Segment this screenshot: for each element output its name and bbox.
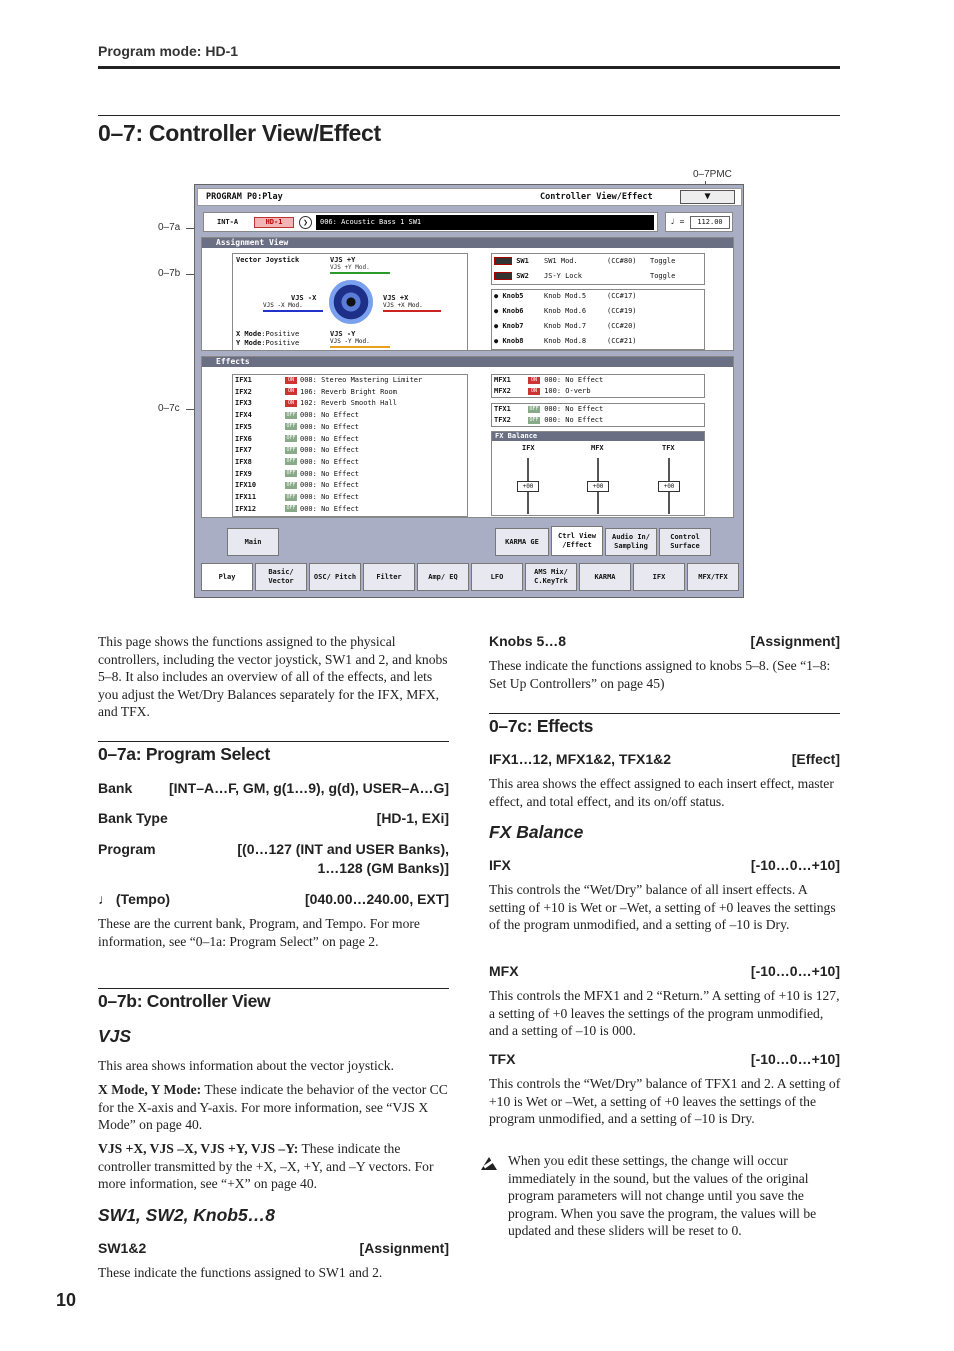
ifx-onoff[interactable]: OFF xyxy=(286,423,296,430)
knob6-cc: (CC#19) xyxy=(607,307,637,315)
ifx-name: IFX8 xyxy=(235,457,252,466)
screen-page-view: Controller View/Effect xyxy=(540,192,653,202)
ifx-list xyxy=(232,374,468,517)
subtab-karma-ge[interactable]: KARMA GE xyxy=(495,528,549,556)
knob5-cc: (CC#17) xyxy=(607,292,637,300)
ifx-row[interactable] xyxy=(235,434,359,446)
tfx-list xyxy=(491,403,705,427)
vjs-plus-y-mod: VJS +Y Mod. xyxy=(330,264,370,271)
ifx-effect: 102: Reverb Smooth Hall xyxy=(300,399,397,408)
ifx-effect: 000: No Effect xyxy=(300,481,360,490)
vjs-vectors-text: These indicate the controller transmitted by the +X, –X, +Y, and –Y vectors. For more information, see “+X” on page 40. xyxy=(98,1141,434,1192)
param-mfx xyxy=(489,963,840,979)
assignment-view-panel xyxy=(201,237,734,351)
ifx-onoff[interactable]: ON xyxy=(285,388,297,395)
ifx-row[interactable] xyxy=(235,480,359,492)
ifx-effect: 000: No Effect xyxy=(300,493,360,501)
mfx1-name: MFX1 xyxy=(494,376,511,384)
ifx-name: IFX1 xyxy=(235,376,252,384)
knob5-func: Knob Mod.5 xyxy=(544,292,587,300)
param-knobs-name: Knobs 5…8 xyxy=(489,633,567,649)
ifx-effect: 000: No Effect xyxy=(300,422,360,431)
heading-fx-balance: FX Balance xyxy=(489,822,584,842)
joystick-graphic xyxy=(329,280,373,324)
vjs-plus-x-line xyxy=(383,310,441,312)
vjs-plus-y-line xyxy=(330,272,390,274)
tfx-slider-thumb[interactable]: +00 xyxy=(658,481,680,492)
program-arrow-icon[interactable]: ❯ xyxy=(299,216,312,229)
program-name-field[interactable]: 006: Acoustic Bass 1 SW1 xyxy=(316,215,654,230)
param-bank-range: [INT–A…F, GM, g(1…9), g(d), USER–A…G] xyxy=(169,780,449,796)
lcd-screenshot xyxy=(194,184,744,598)
callout-pmc: 0–7PMC xyxy=(693,169,732,180)
vjs-minus-y: VJS -Y xyxy=(330,330,356,338)
ifx-onoff[interactable]: OFF xyxy=(286,470,296,477)
tempo-symbol: ♩ = xyxy=(670,217,685,226)
ifx-effect: 000: No Effect xyxy=(300,457,360,466)
knob7-func: Knob Mod.7 xyxy=(544,322,587,330)
param-ifx xyxy=(489,857,840,873)
knob7-row: ● Knob7 xyxy=(494,322,524,330)
tfx1-row[interactable] xyxy=(494,404,603,416)
ifx-onoff[interactable]: OFF xyxy=(286,481,296,488)
ifx-name: IFX12 xyxy=(235,504,257,513)
xmode-row: X Mode:Positive xyxy=(236,330,300,338)
xmode-text: These indicate the behavior of the vector CC for the X-axis and Y-axis. For more information, see “VJS X Mode” on page 40. xyxy=(98,1082,448,1133)
knob7-name: Knob7 xyxy=(502,322,524,330)
sw1-icon xyxy=(494,257,512,265)
param-fx-range: [Effect] xyxy=(791,751,840,767)
ifx-row[interactable] xyxy=(235,410,359,422)
page-title: 0–7: Controller View/Effect xyxy=(98,120,381,146)
heading-7a: 0–7a: Program Select xyxy=(98,744,271,764)
param-sw-range: [Assignment] xyxy=(359,1240,449,1256)
page-number: 10 xyxy=(56,1290,77,1310)
tfx2-row[interactable] xyxy=(494,415,603,427)
ifx-name: IFX10 xyxy=(235,481,257,490)
ifx-row[interactable] xyxy=(235,375,422,387)
param-fx-name: IFX1…12, MFX1&2, TFX1&2 xyxy=(489,751,672,767)
param-tfx xyxy=(489,1051,840,1067)
program-select-row xyxy=(203,212,658,232)
tab-amp-eq[interactable]: Amp/ EQ xyxy=(417,563,469,591)
ifx-onoff[interactable]: OFF xyxy=(286,458,296,465)
ifx-name: IFX7 xyxy=(235,446,252,455)
vector-joystick-box xyxy=(232,253,468,351)
param-ifx-range: [-10…0…+10] xyxy=(750,857,840,873)
tempo-field[interactable] xyxy=(665,212,733,232)
param-program-line2 xyxy=(98,860,449,876)
main-tab-bar xyxy=(201,563,741,593)
knob6-func: Knob Mod.6 xyxy=(544,307,587,315)
note-text: When you edit these settings, the change will occur immediately in the sound, but the values of the original program parameters will not change until you save the program. When you save the program, the values will be updated and these sliders will be reset to 0. xyxy=(508,1153,817,1239)
callout-7c: 0–7c xyxy=(158,403,180,414)
tab-osc-pitch[interactable]: OSC/ Pitch xyxy=(309,563,361,591)
callout-7b: 0–7b xyxy=(158,268,181,279)
ifx-row[interactable] xyxy=(235,398,397,410)
subtab-main[interactable]: Main xyxy=(227,528,279,556)
ifx-name: IFX5 xyxy=(235,422,252,431)
knob-panel xyxy=(491,289,705,350)
vjs-minus-y-mod: VJS -Y Mod. xyxy=(330,338,370,345)
tab-mfx-tfx[interactable]: MFX/TFX xyxy=(687,563,739,591)
mfx-description: This controls the MFX1 and 2 “Return.” A setting of +10 is 127, a setting of +0 leaves the settings of the program unmodified, and a setting of –10 is 000. xyxy=(489,988,840,1039)
rule-7c xyxy=(489,713,840,714)
mfx1-effect: 000: No Effect xyxy=(544,376,604,384)
assignment-view-header: Assignment View xyxy=(202,238,733,248)
vjs-title: Vector Joystick xyxy=(236,256,300,264)
subtab-ctrl-view-effect[interactable]: Ctrl View /Effect xyxy=(551,526,603,556)
mfx2-onoff[interactable]: ON xyxy=(528,388,540,395)
heading-7b: 0–7b: Controller View xyxy=(98,991,271,1011)
xmode-label: X Mode xyxy=(236,330,262,338)
heading-vjs: VJS xyxy=(98,1026,132,1046)
mfx2-row[interactable] xyxy=(494,386,591,398)
mfx-slider-thumb[interactable]: +00 xyxy=(587,481,609,492)
param-bank-type xyxy=(98,810,449,826)
xmode-term: X Mode, Y Mode: xyxy=(98,1082,202,1097)
screen-title-bar xyxy=(197,188,742,206)
ifx-row[interactable] xyxy=(235,422,359,434)
knob7-cc: (CC#20) xyxy=(607,322,637,330)
knob5-name: Knob5 xyxy=(502,292,524,300)
rule-7b xyxy=(98,988,449,989)
param-sw-name: SW1&2 xyxy=(98,1240,147,1256)
param-program-name: Program xyxy=(98,841,156,857)
tfx1-effect: 000: No Effect xyxy=(544,405,604,413)
tfx2-effect: 000: No Effect xyxy=(544,416,604,424)
vjs-minus-x: VJS -X xyxy=(291,294,317,302)
sw1-cc: (CC#80) xyxy=(607,257,637,265)
ymode-row: Y Mode:Positive xyxy=(236,339,300,347)
ifx-effect: 000: No Effect xyxy=(300,411,360,420)
knob6-row: ● Knob6 xyxy=(494,307,524,315)
intro-paragraph: This page shows the functions assigned to the physical controllers, including the vector joystick, SW1 and 2, and knobs 5–8. It also includes an overview of all of the effects, and lets you adjust the Wet/Dry Balances separately for the IFX, MFX, and TFX. xyxy=(98,634,448,720)
knob8-row: ● Knob8 xyxy=(494,337,524,345)
tab-ams-mix[interactable]: AMS Mix/ C.KeyTrk xyxy=(525,563,577,591)
effects-panel xyxy=(201,356,734,518)
ifx-row[interactable] xyxy=(235,469,359,481)
rule-7a xyxy=(98,741,449,742)
header-rule xyxy=(98,66,840,69)
sw1-func: SW1 Mod. xyxy=(544,257,578,265)
param-tfx-name: TFX xyxy=(489,1051,516,1067)
ifx-onoff[interactable]: ON xyxy=(285,377,297,384)
param-tempo-range: [040.00…240.00, EXT] xyxy=(305,891,449,907)
param-tempo xyxy=(98,891,449,907)
page-menu-button[interactable]: ▼ xyxy=(680,190,735,204)
ifx-onoff[interactable]: OFF xyxy=(286,493,296,500)
ifx-row[interactable] xyxy=(235,492,359,504)
vjs-vectors-description xyxy=(98,1140,450,1193)
ifx-effect: 106: Reverb Bright Room xyxy=(300,387,397,396)
param-program-range-1: [(0…127 (INT and USER Banks), xyxy=(237,841,449,857)
running-header: Program mode: HD-1 xyxy=(98,43,239,59)
mfx2-name: MFX2 xyxy=(494,387,511,395)
ifx-onoff[interactable]: OFF xyxy=(286,411,296,418)
sw1-mode: Toggle xyxy=(650,257,676,265)
ifx-effect: 008: Stereo Mastering Limiter xyxy=(300,376,423,384)
vjs-plus-x: VJS +X xyxy=(383,294,409,302)
ifx-name: IFX9 xyxy=(235,469,252,478)
ifx-name: IFX11 xyxy=(235,493,257,501)
fx-balance-header: FX Balance xyxy=(492,432,704,441)
ifx-slider-thumb[interactable]: +00 xyxy=(517,481,539,492)
xmode-description xyxy=(98,1081,450,1134)
vjs-minus-x-line xyxy=(263,310,323,312)
title-rule xyxy=(98,115,840,116)
param-fx xyxy=(489,751,840,767)
heading-7c: 0–7c: Effects xyxy=(489,716,594,736)
knobs-description: These indicate the functions assigned to knobs 5–8. (See “1–8: Set Up Controllers” on page 45) xyxy=(489,658,831,691)
param-bank-type-range: [HD-1, EXi] xyxy=(376,810,449,826)
ifx-row[interactable] xyxy=(235,457,359,469)
param-program-range-2: 1…128 (GM Banks)] xyxy=(317,860,449,876)
tfx-balance-label: TFX xyxy=(662,444,675,452)
param-bank xyxy=(98,780,449,796)
tab-lfo[interactable]: LFO xyxy=(471,563,523,591)
vjs-plus-y: VJS +Y xyxy=(330,256,356,264)
callout-7a: 0–7a xyxy=(158,222,181,233)
subtab-control-surface[interactable]: Control Surface xyxy=(659,528,711,556)
mfx2-effect: 100: O-verb xyxy=(544,387,591,395)
tempo-description: These are the current bank, Program, and Tempo. For more information, see “0–1a: Program Select” on page 2. xyxy=(98,916,420,949)
ifx-onoff[interactable]: OFF xyxy=(286,505,296,512)
tfx2-onoff[interactable]: OFF xyxy=(529,416,539,423)
sw2-func: JS-Y Lock xyxy=(544,272,582,280)
ifx-onoff[interactable]: OFF xyxy=(286,446,296,453)
ifx-row[interactable] xyxy=(235,445,359,457)
ifx-effect: 000: No Effect xyxy=(300,446,360,455)
param-tfx-range: [-10…0…+10] xyxy=(750,1051,840,1067)
vjs-minus-x-mod: VJS -X Mod. xyxy=(263,302,303,309)
ifx-row[interactable] xyxy=(235,504,359,516)
param-bank-name: Bank xyxy=(98,780,133,796)
param-program xyxy=(98,841,449,857)
vjs-plus-x-mod: VJS +X Mod. xyxy=(383,302,423,309)
sw2-row xyxy=(494,271,529,283)
ifx-row[interactable] xyxy=(235,387,397,399)
ymode-value: Positive xyxy=(265,339,300,347)
subtab-audio-in-sampling[interactable]: Audio In/ Sampling xyxy=(605,528,657,556)
note-icon xyxy=(479,1155,499,1176)
tab-play[interactable]: Play xyxy=(201,563,253,591)
bank-type-badge: HD-1 xyxy=(254,217,294,228)
bank-select[interactable]: INT-A xyxy=(217,218,239,226)
knob5-row: ● Knob5 xyxy=(494,292,524,300)
param-knobs-range: [Assignment] xyxy=(750,633,840,649)
tfx2-name: TFX2 xyxy=(494,416,511,424)
ifx-effect: 000: No Effect xyxy=(300,504,360,513)
mfx1-onoff[interactable]: ON xyxy=(528,377,540,384)
ifx-onoff[interactable]: ON xyxy=(285,400,297,407)
fx-description: This area shows the effect assigned to each insert effect, master effect, and total effect, and its on/off status. xyxy=(489,776,834,809)
param-sw xyxy=(98,1240,449,1256)
ifx-name: IFX6 xyxy=(235,434,252,443)
param-bank-type-name: Bank Type xyxy=(98,810,168,826)
sw2-icon xyxy=(494,272,512,280)
param-mfx-name: MFX xyxy=(489,963,519,979)
knob8-func: Knob Mod.8 xyxy=(544,337,587,345)
xmode-value: Positive xyxy=(265,330,300,338)
tab-ifx[interactable]: IFX xyxy=(633,563,685,591)
vjs-vectors-term: VJS +X, VJS –X, VJS +Y, VJS –Y: xyxy=(98,1141,299,1156)
heading-sw-knob: SW1, SW2, Knob5…8 xyxy=(98,1205,275,1225)
vjs-description: This area shows information about the vector joystick. xyxy=(98,1058,394,1073)
vjs-minus-y-line xyxy=(330,346,390,348)
ifx-effect: 000: No Effect xyxy=(300,434,360,443)
mfx-list xyxy=(491,374,705,398)
tab-filter[interactable]: Filter xyxy=(363,563,415,591)
ifx-name: IFX2 xyxy=(235,387,252,396)
param-tempo-name: ♩ (Tempo) xyxy=(98,891,171,907)
knob8-name: Knob8 xyxy=(502,337,524,345)
ifx-balance-label: IFX xyxy=(522,444,535,452)
ifx-effect: 000: No Effect xyxy=(300,469,360,478)
sw2-name: SW2 xyxy=(516,272,529,280)
ifx-description: This controls the “Wet/Dry” balance of all insert effects. A setting of +10 is Wet or –Wet, a setting of +0 leaves the settings of the program unmodified, and a setting of –10 is Dry. xyxy=(489,882,836,933)
sw2-mode: Toggle xyxy=(650,272,676,280)
ifx-name: IFX4 xyxy=(235,411,252,420)
mfx-balance-label: MFX xyxy=(591,444,604,452)
screen-page-name: PROGRAM P0:Play xyxy=(206,192,283,202)
tfx1-name: TFX1 xyxy=(494,405,511,413)
sw1-name: SW1 xyxy=(516,257,529,265)
knob8-cc: (CC#21) xyxy=(607,337,637,345)
sw-description: These indicate the functions assigned to SW1 and 2. xyxy=(98,1265,383,1280)
fx-balance-panel xyxy=(491,431,705,516)
mfx1-row[interactable] xyxy=(494,375,603,387)
tfx1-onoff[interactable]: OFF xyxy=(529,405,539,412)
tempo-value[interactable]: 112.00 xyxy=(690,216,730,229)
tab-basic-vector[interactable]: Basic/ Vector xyxy=(255,563,307,591)
ifx-name: IFX3 xyxy=(235,399,252,408)
param-mfx-range: [-10…0…+10] xyxy=(750,963,840,979)
ymode-label: Y Mode xyxy=(236,339,262,347)
ifx-onoff[interactable]: OFF xyxy=(286,435,296,441)
tab-karma[interactable]: KARMA xyxy=(579,563,631,591)
knob6-name: Knob6 xyxy=(502,307,524,315)
tfx-description: This controls the “Wet/Dry” balance of TFX1 and 2. A setting of +10 is Wet or –Wet, a setting of +0 leaves the settings of the program unmodified, and a setting of –10 is Dry. xyxy=(489,1076,841,1127)
param-ifx-name: IFX xyxy=(489,857,511,873)
effects-header: Effects xyxy=(202,357,733,367)
sw-panel xyxy=(491,253,705,285)
param-knobs xyxy=(489,633,840,649)
sw1-row xyxy=(494,256,529,268)
